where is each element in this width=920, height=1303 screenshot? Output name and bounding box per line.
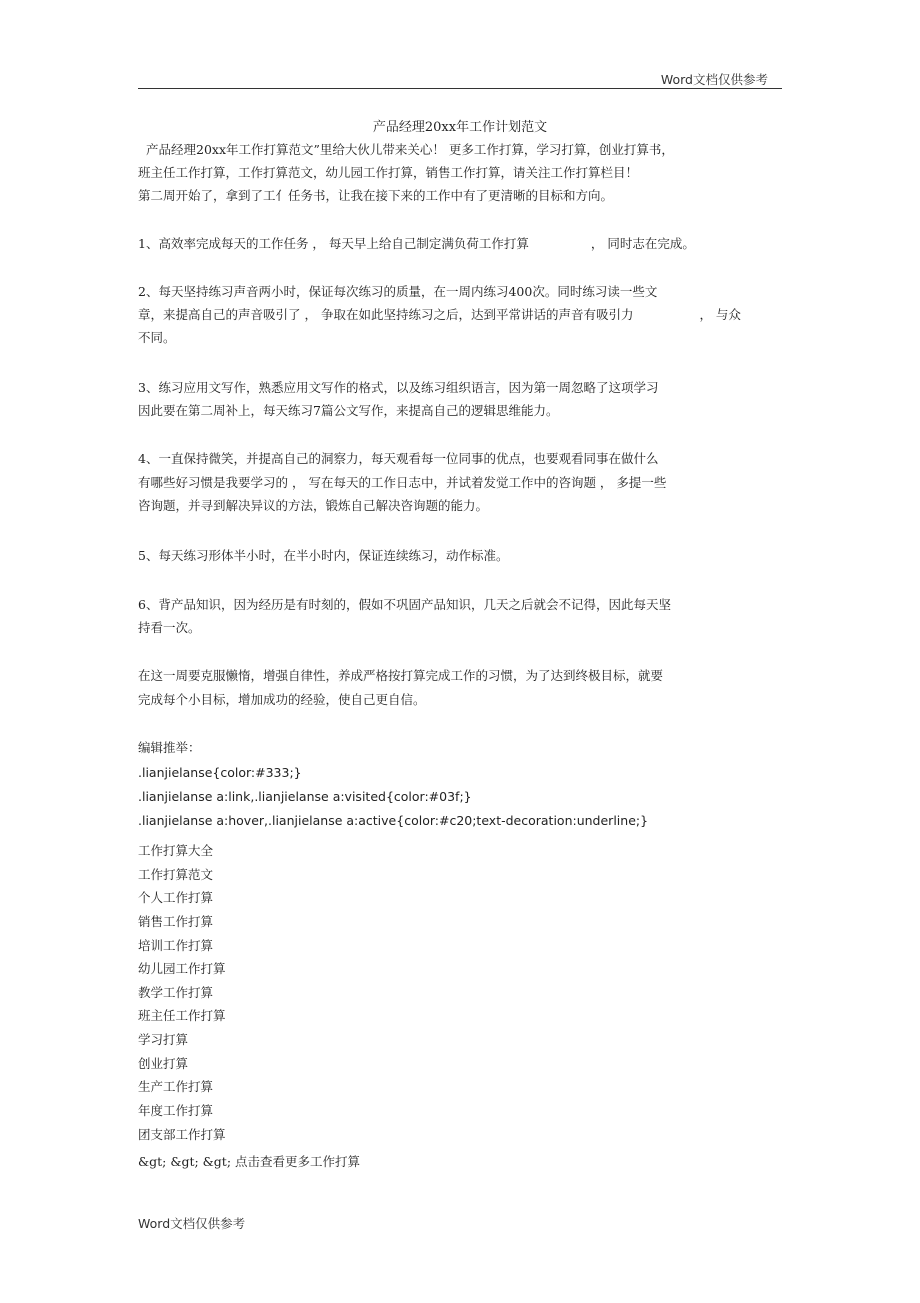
editor-css-3: .lianjielanse a:hover,.lianjielanse a:active{color:#c20;text-decoration:underline;} [138,813,649,828]
link-item[interactable]: 个人工作打算 [138,890,214,905]
item-2-line-2 [138,307,741,323]
intro-line-3: 第二周开始了，拿到了工亻任务书，让我在接下来的工作中有了更清晰的目标和方向。 [138,188,614,203]
item-2-line-1: 2、每天坚持练习声音两小时，保证每次练习的质量，在一周内练习400次。同时练习读一些文 [138,284,658,299]
conclusion-line-2: 完成每个小目标，增加成功的经验，使自己更自信。 [138,692,426,707]
page-header [138,66,782,89]
item-4-line-3: 咨询题，并寻到解决异议的方法，锻炼自己解决咨询题的能力。 [138,498,489,513]
link-item[interactable]: 教学工作打算 [138,985,214,1000]
editor-css-1: .lianjielanse{color:#333;} [138,765,302,780]
conclusion-line-1: 在这一周要克服懒惰，增强自律性，养成严格按打算完成工作的习惯，为了达到终极目标，就要 [138,668,664,683]
item-2-text: 章，来提高自己的声音吸引了 ， 争取在如此坚持练习之后，达到平常讲话的声音有吸引力 [138,307,634,322]
item-1-text: 1、高效率完成每天的工作任务 ， 每天早上给自己制定满负荷工作打算 [138,236,529,251]
link-item[interactable]: 销售工作打算 [138,914,214,929]
item-3-line-2: 因此要在第二周补上，每天练习7篇公文写作，来提高自己的逻辑思维能力。 [138,403,559,418]
item-6-line-1: 6、背产品知识，因为经历是有时刻的，假如不巩固产品知识，几天之后就会不记得，因此每天坚 [138,597,671,612]
item-2-tail: ， 与众 [699,307,741,322]
link-item[interactable]: 工作打算大全 [138,843,214,858]
item-2-line-3: 不同。 [138,330,176,345]
link-item[interactable]: 班主任工作打算 [138,1008,226,1023]
link-item[interactable]: 培训工作打算 [138,938,214,953]
link-item[interactable]: 创业打算 [138,1056,189,1071]
item-1-tail: ， 同时志在完成。 [590,236,695,251]
page-footer: Word文档仅供参考 [138,1216,246,1231]
link-item[interactable]: 学习打算 [138,1032,189,1047]
editor-css-2: .lianjielanse a:link,.lianjielanse a:visited{color:#03f;} [138,789,472,804]
link-item[interactable]: 生产工作打算 [138,1079,214,1094]
item-4-line-1: 4、一直保持微笑，并提高自己的洞察力，每天观看每一位同事的优点，也要观看同事在做什么 [138,451,659,466]
intro-line-1: 产品经理20xx年工作打算范文”里给大伙儿带来关心！ 更多工作打算，学习打算，创业打算书， [146,142,674,157]
link-item[interactable]: 幼儿园工作打算 [138,961,226,976]
editor-label: 编辑推举： [138,740,201,755]
link-item[interactable]: 团支部工作打算 [138,1127,226,1142]
item-4-line-2: 有哪些好习惯是我要学习的 ， 写在每天的工作日志中，并试着发觉工作中的咨询题 ， 多提一些 [138,475,667,490]
link-item[interactable]: 工作打算范文 [138,867,214,882]
document-title: 产品经理20xx年工作计划范文 [372,120,548,135]
link-item[interactable]: 年度工作打算 [138,1103,214,1118]
item-5-line-1: 5、每天练习形体半小时，在半小时内，保证连续练习，动作标准。 [138,548,509,563]
item-1-line-1 [138,236,695,252]
header-text: Word文档仅供参考 [660,72,768,87]
more-link[interactable]: &gt; &gt; &gt; 点击查看更多工作打算 [138,1154,361,1169]
item-6-line-2: 持看一次。 [138,620,201,635]
item-3-line-1: 3、练习应用文写作，熟悉应用文写作的格式，以及练习组织语言，因为第一周忽略了这项学习 [138,380,659,395]
intro-line-2: 班主任工作打算，工作打算范文，幼儿园工作打算，销售工作打算，请关注工作打算栏目！ [138,165,639,180]
